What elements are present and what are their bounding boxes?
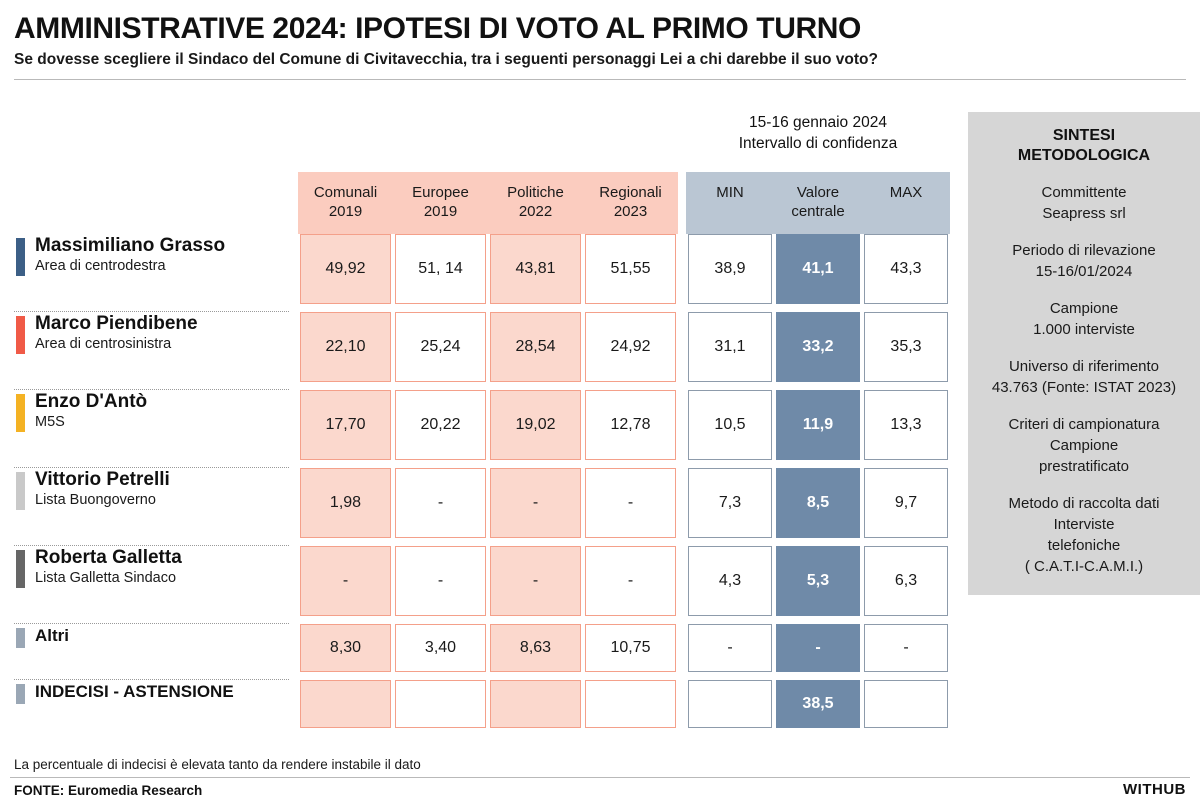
historical-cell bbox=[585, 680, 676, 728]
candidate-text bbox=[35, 390, 147, 432]
methodology-line: Universo di riferimento bbox=[1008, 358, 1160, 375]
color-swatch bbox=[16, 550, 25, 588]
header-divider bbox=[14, 79, 1186, 80]
ci-header bbox=[686, 172, 950, 234]
historical-cell: 20,22 bbox=[395, 390, 486, 460]
ci-max-cell bbox=[864, 680, 948, 728]
historical-cell: 51,55 bbox=[585, 234, 676, 304]
ci-center-cell: 5,3 bbox=[776, 546, 860, 616]
candidate-affiliation: Lista Buongoverno bbox=[35, 492, 156, 508]
candidate-list bbox=[14, 234, 289, 736]
table-row bbox=[298, 390, 678, 468]
table-row bbox=[686, 546, 950, 624]
candidate-name: Marco Piendibene bbox=[35, 313, 198, 334]
candidate-name: Massimiliano Grasso bbox=[35, 235, 226, 256]
footnote: La percentuale di indecisi è elevata tanto da rendere instabile il dato bbox=[14, 757, 421, 772]
historical-header-line1: Comunali bbox=[313, 184, 378, 201]
candidate-row bbox=[14, 390, 289, 468]
ci-date-line2: Intervallo di confidenza bbox=[738, 135, 898, 152]
ci-header-center bbox=[774, 172, 862, 234]
methodology-block bbox=[978, 240, 1190, 282]
methodology-title-line2: METODOLOGICA bbox=[1017, 147, 1151, 164]
ci-min-cell: 4,3 bbox=[688, 546, 772, 616]
methodology-line: Committente bbox=[1041, 184, 1127, 201]
historical-cell: 25,24 bbox=[395, 312, 486, 382]
candidate-text bbox=[35, 234, 225, 276]
candidate-text bbox=[35, 546, 182, 588]
historical-cell bbox=[395, 680, 486, 728]
methodology-line: Criteri di campionatura bbox=[1008, 416, 1160, 433]
methodology-panel bbox=[968, 112, 1200, 595]
color-swatch bbox=[16, 628, 25, 648]
historical-cell: 43,81 bbox=[490, 234, 581, 304]
table-row bbox=[298, 546, 678, 624]
historical-header-line1: Regionali bbox=[599, 184, 662, 201]
historical-cell bbox=[490, 680, 581, 728]
historical-cell: - bbox=[395, 546, 486, 616]
candidate-name: Enzo D'Antò bbox=[35, 391, 148, 412]
methodology-line: 43.763 (Fonte: ISTAT 2023) bbox=[991, 379, 1177, 396]
candidate-text bbox=[35, 680, 234, 703]
ci-date-line1: 15-16 gennaio 2024 bbox=[749, 114, 887, 131]
table-row bbox=[686, 624, 950, 680]
historical-cell: 1,98 bbox=[300, 468, 391, 538]
ci-center-cell: 38,5 bbox=[776, 680, 860, 728]
methodology-block bbox=[978, 414, 1190, 477]
footer-divider bbox=[10, 777, 1190, 778]
ci-max-cell: - bbox=[864, 624, 948, 672]
candidate-row bbox=[14, 312, 289, 390]
ci-center-cell: 33,2 bbox=[776, 312, 860, 382]
methodology-line: Campione bbox=[1049, 300, 1119, 317]
table-row bbox=[686, 390, 950, 468]
historical-header-cell bbox=[583, 172, 678, 234]
ci-min-cell: 10,5 bbox=[688, 390, 772, 460]
table-row bbox=[298, 624, 678, 680]
historical-cell: 8,30 bbox=[300, 624, 391, 672]
historical-cell: 3,40 bbox=[395, 624, 486, 672]
historical-cell: - bbox=[300, 546, 391, 616]
methodology-title bbox=[978, 126, 1190, 166]
color-swatch bbox=[16, 684, 25, 704]
methodology-block bbox=[978, 493, 1190, 577]
historical-cell: - bbox=[490, 468, 581, 538]
historical-cell: 19,02 bbox=[490, 390, 581, 460]
historical-cell: 49,92 bbox=[300, 234, 391, 304]
methodology-line: Seapress srl bbox=[1042, 205, 1126, 222]
ci-header-center-line1: Valore bbox=[796, 184, 840, 201]
table-row bbox=[686, 234, 950, 312]
candidate-affiliation: Area di centrodestra bbox=[35, 258, 166, 274]
methodology-line: Interviste bbox=[1053, 516, 1115, 533]
candidate-name: Altri bbox=[35, 626, 69, 645]
historical-cell: - bbox=[395, 468, 486, 538]
source-label: FONTE: Euromedia Research bbox=[14, 783, 203, 798]
ci-header-min: MIN bbox=[716, 184, 744, 201]
ci-min-cell: 38,9 bbox=[688, 234, 772, 304]
methodology-line: Periodo di rilevazione bbox=[1012, 242, 1156, 259]
candidate-row bbox=[14, 546, 289, 624]
methodology-block bbox=[978, 298, 1190, 340]
ci-min-cell bbox=[688, 680, 772, 728]
ci-header-max: MAX bbox=[889, 184, 923, 201]
candidate-text bbox=[35, 312, 198, 354]
ci-date-label bbox=[686, 112, 950, 154]
historical-cell: 17,70 bbox=[300, 390, 391, 460]
historical-cell: 28,54 bbox=[490, 312, 581, 382]
historical-header-cell bbox=[393, 172, 488, 234]
ci-max-cell: 35,3 bbox=[864, 312, 948, 382]
ci-max-cell: 9,7 bbox=[864, 468, 948, 538]
historical-cell: - bbox=[585, 546, 676, 616]
historical-cell: 22,10 bbox=[300, 312, 391, 382]
ci-max-cell: 13,3 bbox=[864, 390, 948, 460]
methodology-block bbox=[978, 182, 1190, 224]
table-row bbox=[298, 680, 678, 736]
methodology-block bbox=[978, 356, 1190, 398]
methodology-line: ( C.A.T.I-C.A.M.I.) bbox=[1024, 558, 1144, 575]
methodology-line: telefoniche bbox=[1047, 537, 1121, 554]
candidate-row bbox=[14, 234, 289, 312]
ci-min-cell: 7,3 bbox=[688, 468, 772, 538]
ci-header-center-line2: centrale bbox=[791, 203, 845, 220]
table-row bbox=[686, 680, 950, 736]
ci-center-cell: 41,1 bbox=[776, 234, 860, 304]
ci-body bbox=[686, 234, 950, 736]
page-title: AMMINISTRATIVE 2024: IPOTESI DI VOTO AL PRIMO TURNO bbox=[14, 12, 861, 45]
methodology-blocks bbox=[978, 182, 1190, 577]
historical-cell: 51, 14 bbox=[395, 234, 486, 304]
candidate-row bbox=[14, 680, 289, 736]
ci-min-cell: 31,1 bbox=[688, 312, 772, 382]
historical-cell: - bbox=[585, 468, 676, 538]
methodology-line: 15-16/01/2024 bbox=[1035, 263, 1133, 280]
historical-header-line2: 2019 bbox=[328, 203, 363, 220]
historical-header-line2: 2019 bbox=[423, 203, 458, 220]
historical-header-line1: Politiche bbox=[507, 184, 564, 201]
candidate-row bbox=[14, 468, 289, 546]
page-subtitle: Se dovesse scegliere il Sindaco del Comune di Civitavecchia, tra i seguenti personaggi Lei a chi darebbe il suo voto? bbox=[14, 51, 878, 68]
methodology-line: 1.000 interviste bbox=[1033, 321, 1135, 338]
historical-body bbox=[298, 234, 678, 736]
candidate-text bbox=[35, 468, 170, 510]
historical-cell: 12,78 bbox=[585, 390, 676, 460]
table-row bbox=[298, 468, 678, 546]
color-swatch bbox=[16, 394, 25, 432]
methodology-line: Campione bbox=[1049, 437, 1119, 454]
candidate-affiliation: Lista Galletta Sindaco bbox=[35, 570, 177, 586]
candidate-name: Vittorio Petrelli bbox=[35, 469, 170, 490]
ci-center-cell: - bbox=[776, 624, 860, 672]
historical-header-line2: 2022 bbox=[518, 203, 553, 220]
historical-cell: 8,63 bbox=[490, 624, 581, 672]
methodology-line: Metodo di raccolta dati bbox=[1008, 495, 1160, 512]
historical-header-cell bbox=[298, 172, 393, 234]
historical-header-cell bbox=[488, 172, 583, 234]
methodology-line: prestratificato bbox=[1038, 458, 1130, 475]
color-swatch bbox=[16, 238, 25, 276]
historical-cell: 10,75 bbox=[585, 624, 676, 672]
candidate-name: INDECISI - ASTENSIONE bbox=[35, 682, 234, 701]
ci-max-cell: 43,3 bbox=[864, 234, 948, 304]
table-row bbox=[298, 312, 678, 390]
table-row bbox=[686, 312, 950, 390]
candidate-affiliation: Area di centrosinistra bbox=[35, 336, 172, 352]
brand-logo: WITHUB bbox=[1123, 781, 1186, 798]
methodology-title-line1: SINTESI bbox=[1052, 127, 1116, 144]
color-swatch bbox=[16, 472, 25, 510]
historical-header bbox=[298, 172, 678, 234]
candidate-name: Roberta Galletta bbox=[35, 547, 182, 568]
historical-header-line2: 2023 bbox=[613, 203, 648, 220]
historical-cell bbox=[300, 680, 391, 728]
candidate-row bbox=[14, 624, 289, 680]
ci-center-cell: 11,9 bbox=[776, 390, 860, 460]
content-area bbox=[10, 104, 1190, 800]
candidate-text bbox=[35, 624, 69, 647]
ci-center-cell: 8,5 bbox=[776, 468, 860, 538]
historical-cell: - bbox=[490, 546, 581, 616]
candidate-affiliation: M5S bbox=[35, 414, 65, 430]
table-row bbox=[686, 468, 950, 546]
historical-header-line1: Europee bbox=[412, 184, 469, 201]
color-swatch bbox=[16, 316, 25, 354]
ci-max-cell: 6,3 bbox=[864, 546, 948, 616]
ci-min-cell: - bbox=[688, 624, 772, 672]
table-row bbox=[298, 234, 678, 312]
historical-cell: 24,92 bbox=[585, 312, 676, 382]
